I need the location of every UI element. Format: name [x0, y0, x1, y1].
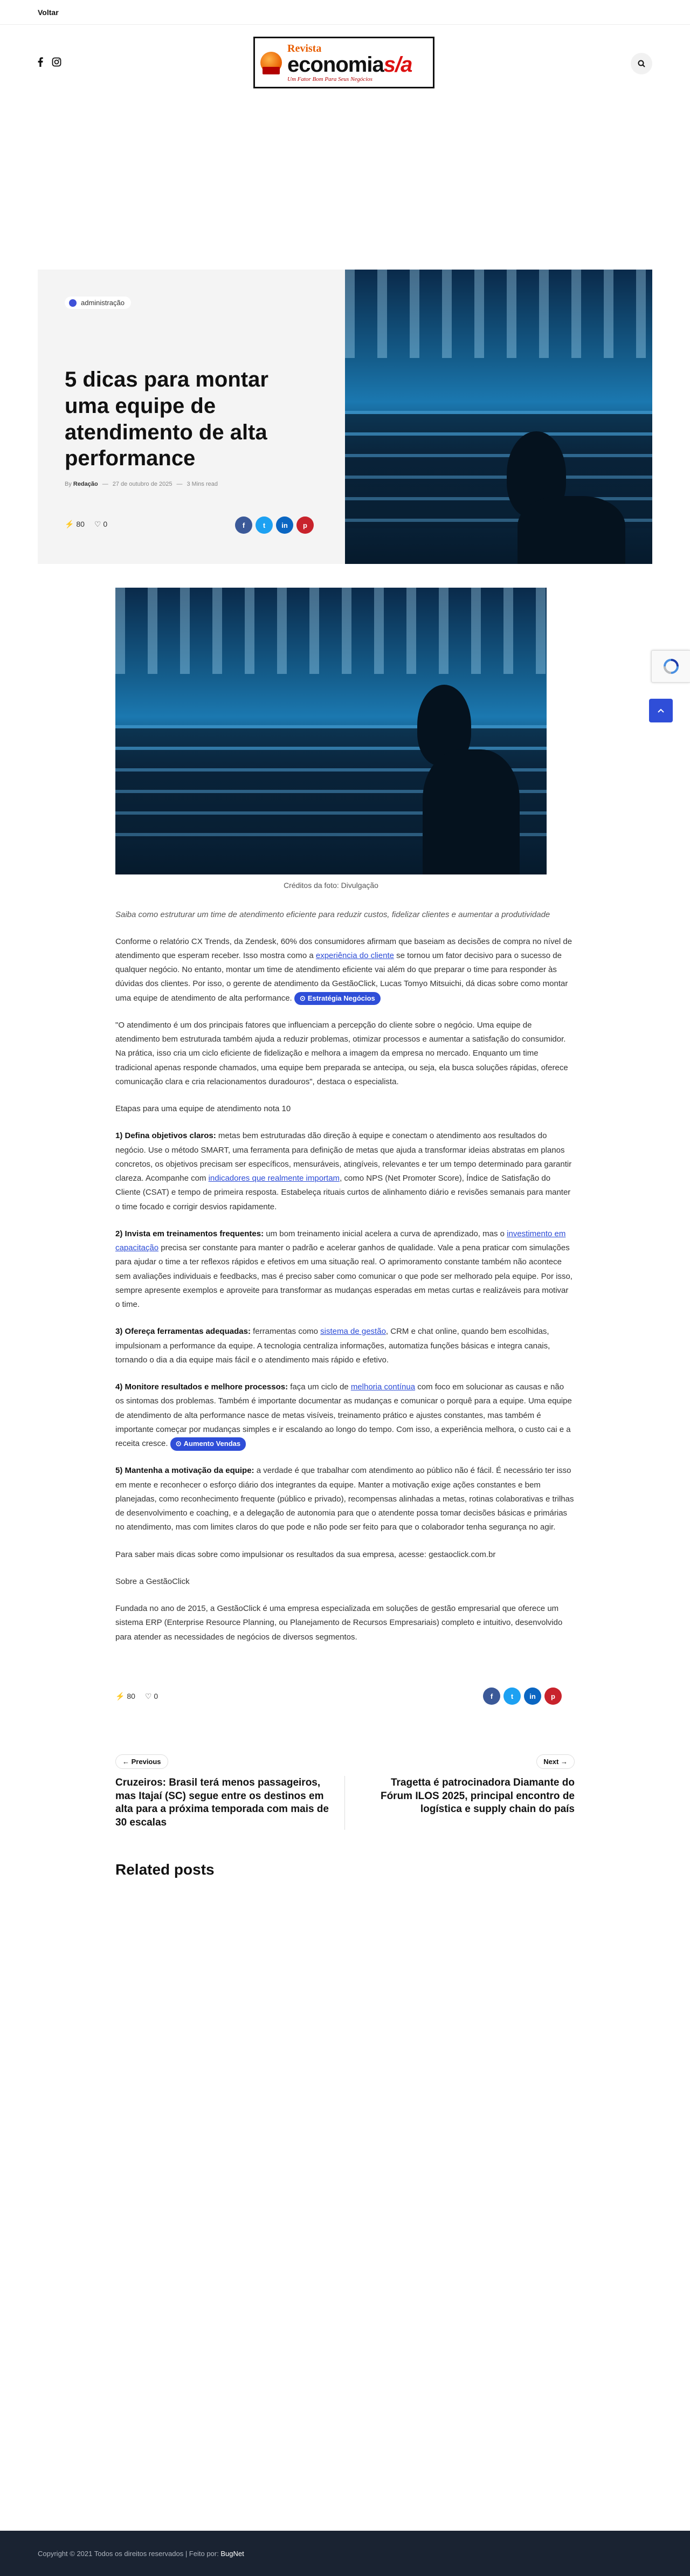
link-experiencia-cliente[interactable]: experiência do cliente — [315, 950, 394, 960]
footer-maker-link[interactable]: BugNet — [220, 2549, 244, 2558]
related-posts-heading: Related posts — [115, 1861, 215, 1878]
category-dot-icon — [69, 299, 77, 307]
image-caption: Créditos da foto: Divulgação — [284, 881, 378, 890]
post-title: 5 dicas para montar uma equipe de atendimento de alta performance — [65, 368, 268, 471]
link-sistema-gestao[interactable]: sistema de gestão — [320, 1327, 386, 1337]
hero-image — [345, 270, 652, 564]
site-header — [0, 25, 690, 100]
about-paragraph: Fundada no ano de 2015, a GestãoClick é uma empresa especializada em soluções de gestão empresarial que oferece um sistema ERP (Enterprise Resource Planning, ou Planejamento de Recursos Empresariais) completo e intuitivo, desenvolvido para atender as necessidades de negócios de diversos segmentos. — [115, 1604, 563, 1642]
instagram-icon[interactable] — [52, 57, 61, 70]
article-body — [115, 588, 575, 1700]
article-lead: Saiba como estruturar um time de atendimento eficiente para reduzir custos, fidelizar clientes e aumentar a produtividade — [115, 910, 550, 919]
topbar — [0, 0, 690, 25]
about-heading: Sobre a GestãoClick — [115, 1576, 190, 1586]
step-3: 3) Ofereça ferramentas adequadas: ferramentas como sistema de gestão, CRM e chat online, quando bem escolhidas, impulsionam a performance da equipe. A tecnologia centraliza informações, automatiza funções básicas e integra canais, tornando o dia a dia equipe mais fácil e o atendimento mais rápido e efetivo. — [115, 1327, 550, 1365]
share-facebook-icon[interactable]: f — [235, 516, 252, 534]
nav-divider — [344, 1776, 345, 1830]
logo-economia: economias/a — [287, 52, 412, 77]
paragraph-quote: "O atendimento é um dos principais fatores que influenciam a percepção do cliente sobre o negócio. Uma equipe de atendimento bem estruturada também ajuda a reduzir problemas, otimizar processos e aumentar a satisfação do consumidor. Na prática, isso cria um ciclo eficiente de fidelização e melhora a imagem da empresa no mercado. Enquanto um time tradicional apenas responde chamados, uma equipe bem preparada se antecipa, ou seja, ela busca soluções rápidas, oferece comunicação clara e cria relacionamentos duradouros", destaca o especialista. — [115, 1020, 568, 1086]
link-indicadores[interactable]: indicadores que realmente importam — [208, 1174, 340, 1183]
paragraph-more: Para saber mais dicas sobre como impulsionar os resultados da sua empresa, acesse: gestaoclick.com.br — [115, 1549, 496, 1559]
share-twitter-icon[interactable]: t — [256, 516, 273, 534]
search-icon — [638, 60, 645, 67]
tag-estrategia-negocios[interactable]: ⊙ Estratégia Negócios — [294, 992, 381, 1005]
step-4: 4) Monitore resultados e melhore processos: faça um ciclo de melhoria contínua com foco em solucionar as causas e não os sintomas dos problemas. Também é importante documentar as mudanças e comunicar o porquê para a equipe. Uma equipe de atendimento de alta performance nasce de metas visíveis, treinamento prático e ajustes constantes, mas também é importante começar por mudanças simples e ir escalando ao longo do tempo. Com isso, a experiência melhora, o custo cai e a receita cresce. ⊙ Aumento Vendas — [115, 1380, 575, 1451]
hero-stats — [65, 520, 107, 529]
article-image — [115, 588, 547, 874]
tag-aumento-vendas[interactable]: ⊙ Aumento Vendas — [170, 1437, 246, 1451]
logo-emblem — [260, 52, 282, 73]
site-logo[interactable] — [253, 37, 434, 88]
like-button-bottom[interactable]: ♡ 0 — [144, 1692, 158, 1700]
logo-revista: Revista — [287, 42, 322, 54]
like-button[interactable]: ♡ 0 — [94, 520, 108, 528]
social-links — [38, 57, 61, 70]
read-time: 3 Mins read — [187, 481, 218, 487]
hero-share-buttons — [235, 516, 314, 534]
recaptcha-icon — [663, 658, 679, 674]
logo-tagline: Um Fator Bom Para Seus Negócios — [287, 75, 372, 82]
views-count-bottom: ⚡ 80 — [115, 1692, 135, 1700]
share-pinterest-icon[interactable]: p — [296, 516, 314, 534]
copyright-text: Copyright © 2021 Todos os direitos reservados | Feito por: — [38, 2549, 219, 2558]
share-pinterest-icon[interactable]: p — [544, 1688, 562, 1705]
post-date: 27 de outubro de 2025 — [112, 481, 172, 487]
next-post-title[interactable]: Tragetta é patrocinadora Diamante do Fórum ILOS 2025, principal encontro de logística e supply chain do país — [380, 1777, 575, 1815]
share-facebook-icon[interactable]: f — [483, 1688, 500, 1705]
author-link[interactable]: Redação — [73, 481, 98, 487]
back-link[interactable]: Voltar — [38, 8, 59, 17]
site-footer — [0, 2531, 690, 2576]
recaptcha-badge[interactable] — [651, 650, 690, 683]
share-twitter-icon[interactable]: t — [503, 1688, 521, 1705]
hero-section — [38, 270, 652, 564]
article-stats — [115, 1692, 158, 1701]
previous-post[interactable] — [115, 1754, 331, 1830]
chevron-up-icon — [658, 708, 664, 713]
search-button[interactable] — [631, 53, 652, 74]
step-5: 5) Mantenha a motivação da equipe: a verdade é que trabalhar com atendimento ao público não é fácil. É necessário ter isso em mente e reconhecer o esforço diário dos integrantes da equipe. Manter a motivação exige ações constantes e bem planejadas, como reconhecimento frequente (público e privado), recompensas alinhadas a metas, rotinas colaborativas e trilhas de desenvolvimento e coaching, e a delegação de autonomia para que o atendente possa tomar decisões básicas e primárias no atendimento, mas com limites claros do que pode e não pode ser feito para que o colaborador tenha segurança no agir. — [115, 1466, 574, 1532]
previous-button[interactable]: ← Previous — [115, 1754, 168, 1769]
post-navigation — [115, 1754, 575, 1830]
facebook-icon[interactable] — [38, 57, 43, 70]
share-linkedin-icon[interactable]: in — [276, 516, 293, 534]
link-investimento-capacitacao[interactable]: investimento em capacitação — [115, 1229, 566, 1252]
steps-heading: Etapas para uma equipe de atendimento nota 10 — [115, 1104, 291, 1113]
link-melhoria-continua[interactable]: melhoria contínua — [350, 1382, 416, 1392]
post-meta: By Redação — 27 de outubro de 2025 — 3 Mins read — [65, 481, 218, 487]
article-share-buttons — [483, 1688, 562, 1705]
step-2: 2) Invista em treinamentos frequentes: um bom treinamento inicial acelera a curva de aprendizado, mas o investimento em capacitação precisa ser constante para manter o padrão e acelerar ganhos de qualidade. Vale a pena praticar com simulações para ajudar o time a ter reflexos rápidos e efetivos em uma situação real. O aprimoramento constante também não acontece sem avaliações individuais e feedbacks, mas é preciso saber como comunicar o que pode ser melhorado pela equipe. Por isso, sempre apresente exemplos e aproveite para transformar as mudanças esperadas em metas curtas e realizáveis para motivar o time. — [115, 1229, 572, 1309]
previous-post-title[interactable]: Cruzeiros: Brasil terá menos passageiros, mas Itajaí (SC) segue entre os destinos em alta para a próxima temporada com mais de 30 escalas — [115, 1777, 329, 1829]
views-count: ⚡ 80 — [65, 520, 85, 528]
share-linkedin-icon[interactable]: in — [524, 1688, 541, 1705]
back-to-top-button[interactable] — [649, 699, 673, 722]
next-button[interactable]: Next → — [536, 1754, 575, 1769]
next-post[interactable] — [359, 1754, 575, 1816]
category-badge[interactable]: administração — [65, 297, 131, 309]
step-1: 1) Defina objetivos claros: metas bem estruturadas dão direção à equipe e conectam o atendimento aos resultados do negócio. Use o método SMART, uma ferramenta para definição de metas que ajuda a transformar ideias abstratas em planos concretos, os objetivos precisam ser específicos, mensuráveis, atingíveis, relevantes e ter um tempo determinado para garantir clareza. Acompanhe com indicadores que realmente importam, como NPS (Net Promoter Score), Índice de Satisfação do Cliente (CSAT) e tempo de primeira resposta. Estabeleça rituais curtos de alinhamento diário e revisões semanais para manter o time focado e corrigir desvios rapidamente. — [115, 1131, 572, 1211]
paragraph-intro: Conforme o relatório CX Trends, da Zendesk, 60% dos consumidores afirmam que baseiam as decisões de compra no nível de atendimento que esperam receber. Isso mostra como a experiência do cliente se tornou um fator decisivo para o sucesso de qualquer negócio. No entanto, montar um time de atendimento eficiente vai além do que preparar o time para responder às dúvidas dos clientes. Por isso, o gerente de atendimento da GestãoClick, Lucas Tomyo Mitsuichi, dá dicas sobre como montar uma equipe de atendimento de alta performance. ⊙ Estratégia Negócios — [115, 935, 575, 1005]
